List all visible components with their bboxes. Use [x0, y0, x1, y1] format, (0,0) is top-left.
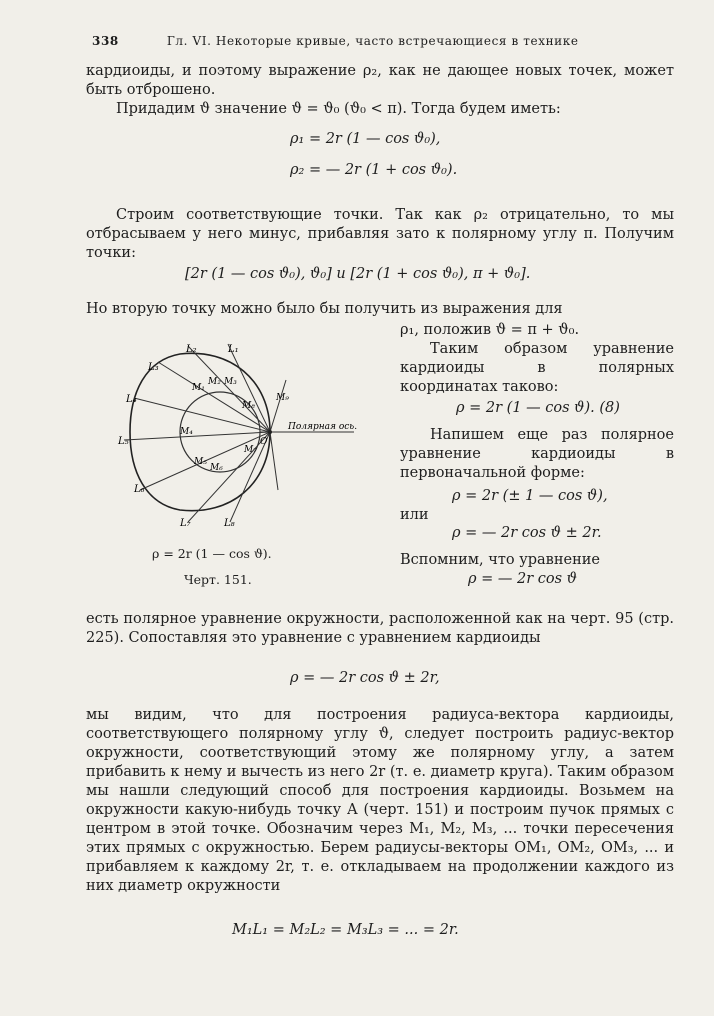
- formula-8: ρ = 2r (1 — cos ϑ). (8): [456, 400, 620, 416]
- label-M5: M₅: [194, 457, 207, 467]
- label-M1: M₁: [192, 383, 205, 393]
- formula-points: [2r (1 — cos ϑ₀), ϑ₀] и [2r (1 + cos ϑ₀), π + ϑ₀].: [185, 266, 531, 282]
- formula-alt: ρ = — 2r cos ϑ ± 2r.: [452, 525, 602, 541]
- text-block-circle: [86, 610, 674, 648]
- label-L4: L₄: [126, 394, 137, 405]
- label-L2: L₂: [186, 344, 197, 355]
- paragraph-8: есть полярное уравнение окружности, расположенной как на черт. 95 (стр. 225). Сопоставляя это уравнение с уравнением кардиоиды: [86, 611, 674, 646]
- label-L5: L₅: [118, 436, 129, 447]
- label-L7: L₇: [180, 518, 191, 529]
- label-M3: M₃: [224, 377, 237, 387]
- paragraph-1: кардиоиды, и поэтому выражение ρ₂, как не дающее новых точек, может быть отброшено.: [86, 63, 674, 98]
- figure-caption: Черт. 151.: [184, 572, 252, 587]
- paragraph-7: Вспомним, что уравнение: [400, 552, 600, 568]
- label-M7: M₇: [244, 445, 257, 455]
- page-number: 338: [92, 34, 119, 48]
- formula-pm: ρ = 2r (± 1 — cos ϑ),: [452, 488, 608, 504]
- formula-segments: M₁L₁ = M₂L₂ = M₃L₃ = ... = 2r.: [232, 922, 459, 938]
- label-O: O: [260, 437, 268, 447]
- text-block-construction: [86, 706, 674, 896]
- polar-axis-label: Полярная ось.: [288, 422, 358, 432]
- label-M9: M₉: [276, 393, 289, 403]
- paragraph-2: Придадим ϑ значение ϑ = ϑ₀ (ϑ₀ < π). Тогда будем иметь:: [116, 101, 561, 117]
- label-L1: L₁: [228, 344, 239, 355]
- running-header: [92, 34, 672, 48]
- formula-circle: ρ = — 2r cos ϑ: [468, 571, 578, 587]
- label-M2: M₂: [208, 377, 221, 387]
- paragraph-3: Строим соответствующие точки. Так как ρ₂ отрицательно, то мы отбрасываем у него минус, прибавляя зато к полярному углу π. Получим точки:: [86, 207, 674, 261]
- paragraph-5: Таким образом уравнение кардиоиды в полярных координатах таково:: [400, 341, 674, 395]
- text-block-top: [86, 62, 674, 119]
- label-M6: M₆: [210, 463, 223, 473]
- label-L6: L₆: [134, 484, 145, 495]
- right-column-text-3: [400, 551, 674, 570]
- text-block-points: [86, 206, 674, 263]
- right-column-text: [400, 321, 674, 397]
- text-block-second-point: [86, 300, 674, 319]
- cardioid-figure: [110, 340, 360, 530]
- label-M4: M₄: [180, 427, 193, 437]
- paragraph-4: Но вторую точку можно было бы получить из выражения для: [86, 301, 563, 317]
- running-title: Гл. VI. Некоторые кривые, часто встречающиеся в технике: [166, 34, 579, 48]
- label-M8: M₈: [242, 401, 255, 411]
- word-or: или: [400, 507, 429, 523]
- paragraph-4b: ρ₁, положив ϑ = π + ϑ₀.: [400, 322, 580, 338]
- paragraph-6: Напишем еще раз полярное уравнение кардиоиды в первоначальной форме:: [400, 427, 674, 481]
- figure-equation-caption: ρ = 2r (1 — cos ϑ).: [152, 546, 272, 561]
- pole-point: [268, 430, 272, 434]
- label-L8: L₈: [224, 518, 235, 529]
- right-column-text-2: [400, 426, 674, 483]
- formula-cardioid-sum: ρ = — 2r cos ϑ ± 2r,: [290, 670, 440, 686]
- formula-rho1: ρ₁ = 2r (1 — cos ϑ₀),: [290, 131, 441, 147]
- paragraph-9: мы видим, что для построения радиуса-вектора кардиоиды, соответствующего полярному углу ϑ, следует построить радиус-вектор окружности, соответствующий этому же полярному углу, а затем прибавить к нему и вычесть из него 2r (т. е. диаметр круга). Таким образом мы нашли следующий способ для построения кардиоиды. Возьмем на окружности какую-нибудь точку A (черт. 151) и построим пучок прямых с центром в этой точке. Обозначим через M₁, M₂, M₃, ... точки пересечения этих прямых с окружностью. Берем радиусы-векторы OM₁, OM₂, OM₃, ... и прибавляем к каждому 2r, т. е. откладываем на продолжении каждого из них диаметр окружности: [86, 707, 674, 894]
- formula-rho2: ρ₂ = — 2r (1 + cos ϑ₀).: [290, 162, 458, 178]
- cardioid-curve: [130, 353, 270, 510]
- label-L3: L₃: [148, 362, 159, 373]
